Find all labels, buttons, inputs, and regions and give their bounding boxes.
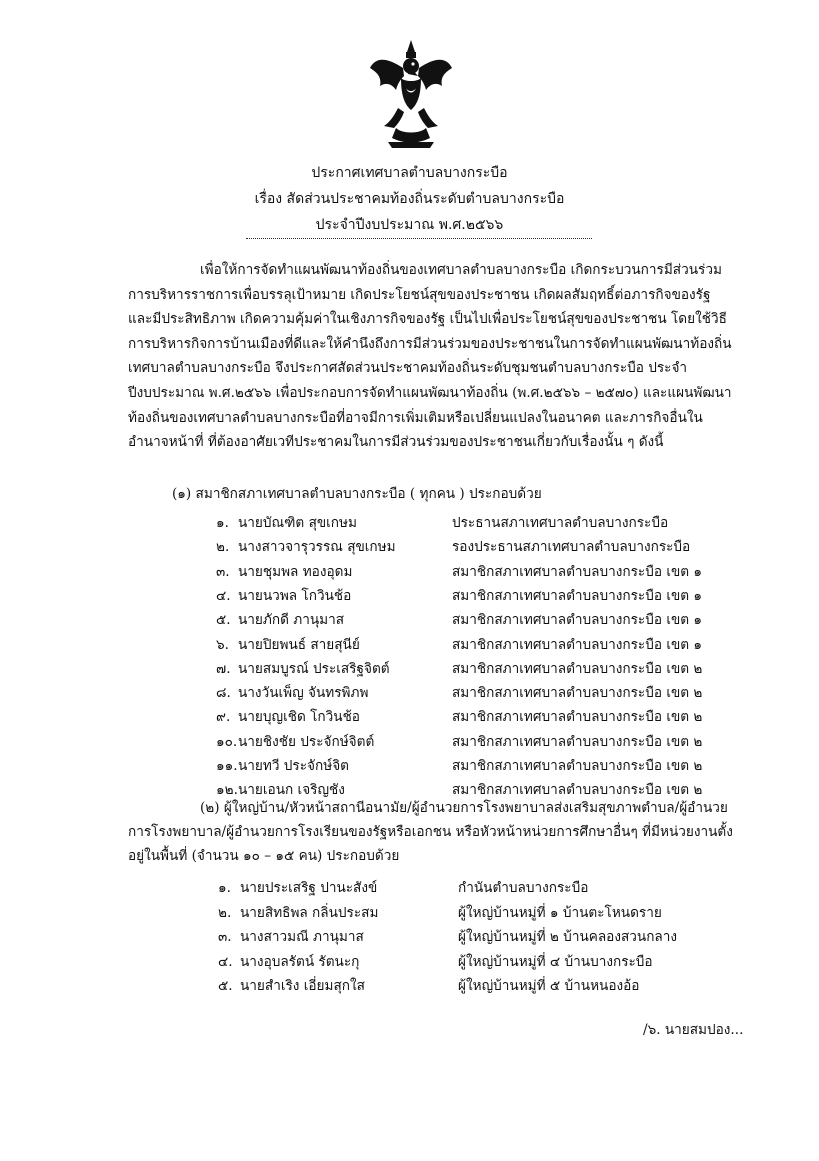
- member-name: นายประเสริฐ ปานะสังข์: [240, 880, 378, 896]
- member-row: [216, 754, 776, 776]
- member-position: ผู้ใหญ่บ้านหมู่ที่ ๔ บ้านบางกระบือ: [458, 953, 653, 970]
- member-number: ๔.: [216, 587, 231, 604]
- section2-heading: (๒) ผู้ใหญ่บ้าน/หัวหน้าสถานีอนามัย/ผู้อำนวยการโรงพยาบาลส่งเสริมสุขภาพตำบล/ผู้อำนวยการโรงพยาบาล/ผู้อำนวยการโรงเรียนของรัฐหรือเอกชน หรือหัวหน้าหน่วยการศึกษาอื่นๆ ที่มีหน่วยงานตั้งอยู่ในพื้นที่ (จำนวน ๑๐ – ๑๕ คน) ประกอบด้วย: [128, 800, 733, 864]
- member-number: ๓.: [216, 563, 230, 580]
- member-name: นายภักดี ภานุมาส: [238, 612, 345, 629]
- member-row: [216, 535, 776, 557]
- member-number: ๒.: [216, 539, 230, 556]
- member-row: [218, 974, 778, 996]
- member-row: [216, 705, 776, 727]
- member-number: ๙.: [216, 709, 231, 726]
- member-number: ๑.: [216, 515, 229, 531]
- member-row: [216, 511, 776, 533]
- member-position: สมาชิกสภาเทศบาลตำบลบางกระบือ เขต ๒: [452, 733, 703, 750]
- member-row: [218, 876, 778, 898]
- member-number: ๕.: [216, 612, 231, 629]
- dotted-divider: [246, 238, 592, 239]
- member-number: ๔.: [218, 953, 233, 970]
- member-position: สมาชิกสภาเทศบาลตำบลบางกระบือ เขต ๒: [452, 709, 703, 726]
- member-number: ๑๒.: [216, 782, 238, 799]
- member-name: นางสาวมณี ภานุมาส: [240, 929, 364, 945]
- member-number: ๓.: [218, 929, 232, 945]
- member-position: สมาชิกสภาเทศบาลตำบลบางกระบือ เขต ๑: [452, 612, 703, 629]
- section1-heading: (๑) สมาชิกสภาเทศบาลตำบลบางกระบือ ( ทุกคน ) ประกอบด้วย: [172, 486, 542, 502]
- member-name: นางวันเพ็ญ จันทรพิภพ: [238, 685, 369, 702]
- member-row: [216, 681, 776, 703]
- member-row: [218, 901, 778, 923]
- member-number: ๘.: [216, 685, 231, 702]
- member-position: สมาชิกสภาเทศบาลตำบลบางกระบือ เขต ๒: [452, 782, 703, 799]
- continuation-note: /๖. นายสมปอง...: [643, 1022, 744, 1038]
- member-position: สมาชิกสภาเทศบาลตำบลบางกระบือ เขต ๑: [452, 563, 703, 580]
- member-position: สมาชิกสภาเทศบาลตำบลบางกระบือ เขต ๑: [452, 587, 703, 604]
- member-name: นายสิทธิพล กลิ่นประสม: [240, 904, 379, 921]
- member-position: รองประธานสภาเทศบาลตำบลบางกระบือ: [452, 539, 691, 556]
- member-row: [216, 560, 776, 582]
- member-row: [218, 950, 778, 972]
- member-position: สมาชิกสภาเทศบาลตำบลบางกระบือ เขต ๒: [452, 660, 703, 677]
- announcement-subject: เรื่อง สัดส่วนประชาคมท้องถิ่นระดับตำบลบางกระบือ: [254, 191, 565, 207]
- member-row: [216, 730, 776, 752]
- member-position: สมาชิกสภาเทศบาลตำบลบางกระบือ เขต ๑: [452, 636, 703, 653]
- member-row: [216, 608, 776, 630]
- member-row: [218, 925, 778, 947]
- member-number: ๒.: [218, 904, 232, 921]
- member-name: นายสมบูรณ์ ประเสริฐจิตต์: [238, 660, 390, 677]
- member-number: ๑๑.: [216, 758, 238, 774]
- member-position: ประธานสภาเทศบาลตำบลบางกระบือ: [452, 515, 669, 531]
- announcement-fiscal-year: ประจำปีงบประมาณ พ.ศ.๒๕๖๖: [315, 217, 504, 233]
- member-name: นายชิงชัย ประจักษ์จิตต์: [238, 733, 375, 750]
- member-number: ๑.: [218, 880, 231, 896]
- member-name: นายชุมพล ทองอุดม: [238, 563, 353, 580]
- member-name: นายทวี ประจักษ์จิต: [238, 758, 349, 774]
- member-number: ๖.: [216, 636, 229, 653]
- member-row: [216, 657, 776, 679]
- intro-paragraph: เพื่อให้การจัดทำแผนพัฒนาท้องถิ่นของเทศบาลตำบลบางกระบือ เกิดกระบวนการมีส่วนร่วมการบริหารราชการเพื่อบรรลุเป้าหมาย เกิดประโยชน์สุขของประชาชน เกิดผลสัมฤทธิ์ต่อภารกิจของรัฐและมีประสิทธิภาพ เกิดความคุ้มค่าในเชิงภารกิจของรัฐ เป็นไปเพื่อประโยชน์สุขของประชาชน โดยใช้วิธีการบริหารกิจการบ้านเมืองที่ดีและให้คำนึงถึงการมีส่วนร่วมของประชาชนในการจัดทำแผนพัฒนาท้องถิ่น เทศบาลตำบลบางกระบือ จึงประกาศสัดส่วนประชาคมท้องถิ่นระดับชุมชนตำบลบางกระบือ ประจำปีงบประมาณ พ.ศ.๒๕๖๖ เพื่อประกอบการจัดทำแผนพัฒนาท้องถิ่น (พ.ศ.๒๕๖๖ – ๒๕๗๐) และแผนพัฒนาท้องถิ่นของเทศบาลตำบลบางกระบือที่อาจมีการเพิ่มเติมหรือเปลี่ยนแปลงในอนาคต และภารกิจอื่นในอำนาจหน้าที่ ที่ต้องอาศัยเวทีประชาคมในการมีส่วนร่วมของประชาชนเกี่ยวกับเรื่องนั้น ๆ ดังนี้: [128, 262, 732, 451]
- member-position: สมาชิกสภาเทศบาลตำบลบางกระบือ เขต ๒: [452, 685, 703, 702]
- member-name: นายบัณฑิต สุขเกษม: [238, 515, 357, 531]
- member-name: นายนวพล โกวินช้อ: [238, 587, 352, 604]
- announcement-title: ประกาศเทศบาลตำบลบางกระบือ: [311, 165, 508, 181]
- member-number: ๕.: [218, 978, 233, 994]
- member-position: กำนันตำบลบางกระบือ: [458, 880, 589, 896]
- member-position: ผู้ใหญ่บ้านหมู่ที่ ๑ บ้านตะโหนดราย: [458, 904, 662, 921]
- member-number: ๗.: [216, 660, 231, 677]
- member-name: นายปิยพนธ์ สายสุนีย์: [238, 636, 360, 653]
- member-row: [216, 633, 776, 655]
- garuda-emblem-icon: [368, 38, 454, 150]
- member-number: ๑๐.: [216, 733, 238, 750]
- member-name: นายสำเริง เอี่ยมสุกใส: [240, 978, 365, 994]
- member-name: นางสาวจารุวรรณ สุขเกษม: [238, 539, 396, 556]
- member-position: ผู้ใหญ่บ้านหมู่ที่ ๒ บ้านคลองสวนกลาง: [458, 929, 678, 945]
- member-position: ผู้ใหญ่บ้านหมู่ที่ ๕ บ้านหนองอ้อ: [458, 978, 640, 994]
- member-position: สมาชิกสภาเทศบาลตำบลบางกระบือ เขต ๒: [452, 758, 703, 774]
- member-name: นายเอนก เจริญชัง: [238, 782, 345, 799]
- member-name: นายบุญเชิด โกวินช้อ: [238, 709, 360, 726]
- member-name: นางอุบลรัตน์ รัตนะกุ: [240, 953, 360, 970]
- member-row: [216, 584, 776, 606]
